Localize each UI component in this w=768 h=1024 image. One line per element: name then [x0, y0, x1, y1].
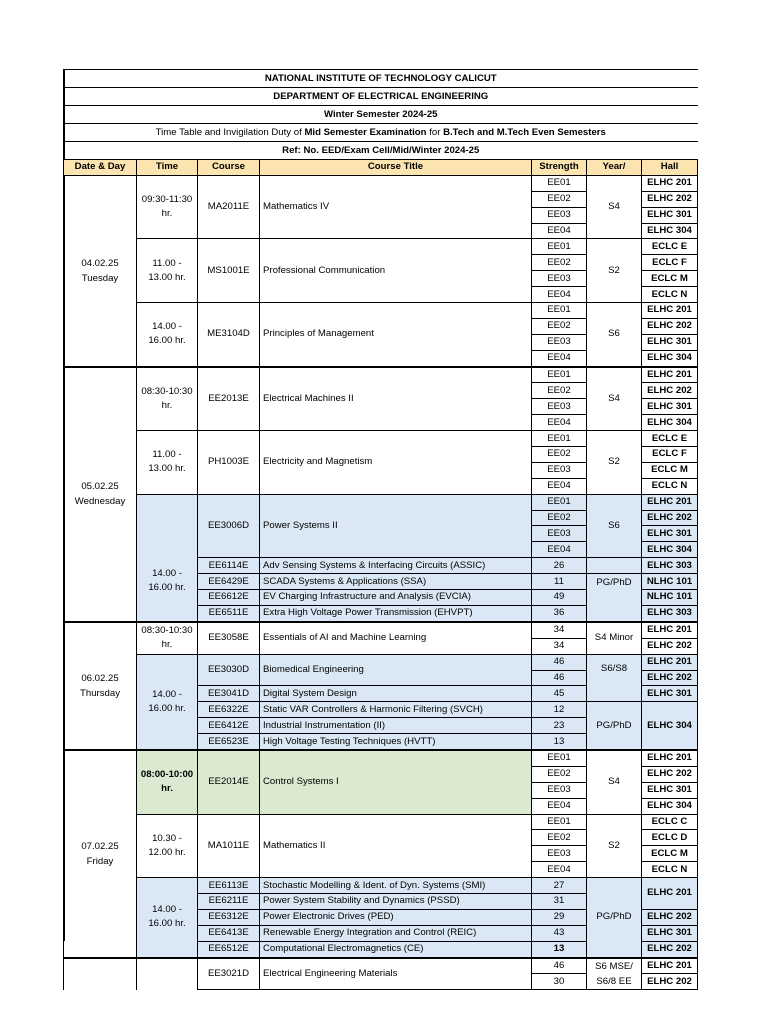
strength-cell: EE02 — [532, 447, 587, 463]
hall-cell: ELHC 301 — [642, 925, 698, 941]
course-title: Electricity and Magnetism — [260, 431, 532, 495]
course-code: ME3104D — [198, 303, 260, 367]
year-cell: S4 Minor — [587, 622, 642, 654]
course-code: EE6312E — [198, 909, 260, 925]
strength-cell: EE01 — [532, 494, 587, 510]
strength-cell: EE04 — [532, 287, 587, 303]
strength-cell: EE02 — [532, 766, 587, 782]
hall-cell: ELHC 304 — [642, 542, 698, 558]
year-cell: S4 — [587, 175, 642, 239]
strength-cell: EE02 — [532, 191, 587, 207]
hall-cell: ELHC 304 — [642, 702, 698, 750]
course-title: Mathematics IV — [260, 175, 532, 239]
col-hall: Hall — [642, 160, 698, 176]
strength-cell: 31 — [532, 893, 587, 909]
hall-cell: ECLC C — [642, 814, 698, 830]
strength-cell: EE04 — [532, 862, 587, 878]
course-code: EE6322E — [198, 702, 260, 718]
strength-cell: 29 — [532, 909, 587, 925]
hall-cell: ELHC 201 — [642, 654, 698, 670]
strength-cell: EE03 — [532, 846, 587, 862]
table-row — [64, 878, 698, 894]
hall-cell: ECLC E — [642, 431, 698, 447]
hall-cell: ECLC M — [642, 846, 698, 862]
course-title: Power Electronic Drives (PED) — [260, 909, 532, 925]
year-cell: S6 — [587, 303, 642, 367]
strength-cell: EE02 — [532, 383, 587, 399]
strength-cell: EE04 — [532, 798, 587, 814]
hall-cell: ECLC M — [642, 462, 698, 478]
weekday: Tuesday — [81, 272, 119, 284]
strength-cell: 23 — [532, 718, 587, 734]
time-cell-empty — [137, 958, 198, 990]
hall-cell: NLHC 101 — [642, 590, 698, 606]
strength-cell: EE01 — [532, 814, 587, 830]
hall-cell: ELHC 301 — [642, 334, 698, 350]
year-cell: S2 — [587, 431, 642, 495]
table-row — [64, 654, 698, 670]
col-strength: Strength — [532, 160, 587, 176]
date-cell — [64, 750, 137, 958]
strength-cell: 12 — [532, 702, 587, 718]
hall-cell: ELHC 202 — [642, 638, 698, 654]
time-cell: 09:30-11:30 hr. — [137, 175, 198, 239]
column-header-row — [64, 160, 698, 176]
semester-title: Winter Semester 2024-25 — [64, 106, 698, 124]
time-cell: 11.00 - 13.00 hr. — [137, 239, 198, 303]
hall-cell: ELHC 301 — [642, 686, 698, 702]
course-title: Digital System Design — [260, 686, 532, 702]
strength-cell: EE04 — [532, 542, 587, 558]
course-title: Electrical Engineering Materials — [260, 958, 532, 990]
strength-cell: EE04 — [532, 350, 587, 366]
hall-cell: ELHC 301 — [642, 399, 698, 415]
strength-cell: EE04 — [532, 223, 587, 239]
hall-cell: ELHC 201 — [642, 622, 698, 638]
reference-number: Ref: No. EED/Exam Cell/Mid/Winter 2024-25 — [64, 142, 698, 160]
table-row — [64, 239, 698, 255]
institute-title: NATIONAL INSTITUTE OF TECHNOLOGY CALICUT — [64, 70, 698, 88]
strength-cell: EE02 — [532, 510, 587, 526]
strength-cell: 46 — [532, 958, 587, 974]
date: 06.02.25 — [81, 672, 119, 684]
strength-cell: EE04 — [532, 415, 587, 431]
col-year: Year/ — [587, 160, 642, 176]
strength-cell: EE01 — [532, 367, 587, 383]
course-code: PH1003E — [198, 431, 260, 495]
date: 04.02.25 — [81, 257, 119, 269]
course-code: MA1011E — [198, 814, 260, 878]
weekday: Wednesday — [74, 496, 126, 508]
course-code: EE2013E — [198, 367, 260, 431]
course-title: Industrial Instrumentation (II) — [260, 718, 532, 734]
course-code: EE6511E — [198, 605, 260, 621]
hall-cell: ELHC 301 — [642, 526, 698, 542]
strength-cell: EE03 — [532, 782, 587, 798]
strength-cell: 46 — [532, 670, 587, 686]
time-cell: 08:30-10:30 hr. — [137, 622, 198, 654]
table-row — [64, 750, 698, 766]
col-course: Course — [198, 160, 260, 176]
hall-cell: ELHC 303 — [642, 605, 698, 621]
subtitle-text-2: for — [426, 126, 444, 138]
hall-cell: ELHC 201 — [642, 175, 698, 191]
hall-cell: ELHC 202 — [642, 383, 698, 399]
strength-cell: EE01 — [532, 750, 587, 766]
course-code: EE2014E — [198, 750, 260, 814]
strength-cell: 43 — [532, 925, 587, 941]
course-title: Renewable Energy Integration and Control (REIC) — [260, 925, 532, 941]
strength-cell: 46 — [532, 654, 587, 670]
year-cell: S2 — [587, 814, 642, 878]
table-row — [64, 958, 698, 974]
course-code: EE6612E — [198, 590, 260, 606]
hall-cell: ELHC 304 — [642, 798, 698, 814]
hall-cell: ELHC 201 — [642, 303, 698, 319]
strength-cell: EE01 — [532, 239, 587, 255]
date-cell — [64, 175, 137, 366]
time-cell: 10.30 - 12.00 hr. — [137, 814, 198, 878]
strength-cell: EE03 — [532, 526, 587, 542]
year-cell: S6/S8 — [587, 654, 642, 702]
course-title: Professional Communication — [260, 239, 532, 303]
time-cell: 08:30-10:30 hr. — [137, 367, 198, 431]
strength-cell: EE01 — [532, 431, 587, 447]
hall-cell: ELHC 202 — [642, 941, 698, 957]
strength-cell: EE03 — [532, 334, 587, 350]
hall-cell: ELHC 202 — [642, 909, 698, 925]
course-title: Electrical Machines II — [260, 367, 532, 431]
course-title: Essentials of AI and Machine Learning — [260, 622, 532, 654]
hall-cell: ECLC M — [642, 271, 698, 287]
strength-cell: 26 — [532, 558, 587, 574]
course-code: EE6413E — [198, 925, 260, 941]
course-title: Computational Electromagnetics (CE) — [260, 941, 532, 957]
time-cell: 14.00 - 16.00 hr. — [137, 878, 198, 958]
strength-cell: EE03 — [532, 271, 587, 287]
hall-cell: ELHC 303 — [642, 558, 698, 574]
hall-cell: ECLC F — [642, 447, 698, 463]
date-cell-empty — [64, 958, 137, 990]
year-cell: S4 — [587, 750, 642, 814]
department-title: DEPARTMENT OF ELECTRICAL ENGINEERING — [64, 88, 698, 106]
date-cell — [64, 622, 137, 750]
course-title: Power Systems II — [260, 494, 532, 558]
weekday: Friday — [86, 855, 114, 867]
strength-cell: 13 — [532, 941, 587, 957]
timetable-sheet — [63, 69, 697, 990]
course-title: Biomedical Engineering — [260, 654, 532, 686]
strength-cell: 45 — [532, 686, 587, 702]
course-code: EE3058E — [198, 622, 260, 654]
time-cell: 14.00 - 16.00 hr. — [137, 654, 198, 750]
time-cell: 14.00 - 16.00 hr. — [137, 494, 198, 622]
strength-cell: 27 — [532, 878, 587, 894]
strength-cell: EE02 — [532, 318, 587, 334]
strength-cell: EE02 — [532, 255, 587, 271]
weekday: Thursday — [80, 687, 120, 699]
table-row — [64, 367, 698, 383]
course-title: Adv Sensing Systems & Interfacing Circuits (ASSIC) — [260, 558, 532, 574]
strength-cell: 36 — [532, 605, 587, 621]
year-cell: PG/PhD — [587, 878, 642, 958]
date-cell — [64, 367, 137, 622]
course-title: High Voltage Testing Techniques (HVTT) — [260, 734, 532, 750]
table-row — [64, 431, 698, 447]
strength-cell: EE03 — [532, 462, 587, 478]
hall-cell: ELHC 202 — [642, 318, 698, 334]
hall-cell: ELHC 304 — [642, 350, 698, 366]
year-cell: S6 MSE/ S6/8 EE — [587, 958, 642, 990]
year-cell: PG/PhD — [587, 702, 642, 750]
hall-cell: ELHC 201 — [642, 367, 698, 383]
col-date-day: Date & Day — [64, 160, 137, 176]
course-code: EE6114E — [198, 558, 260, 574]
course-code: MS1001E — [198, 239, 260, 303]
course-code: EE3021D — [198, 958, 260, 990]
hall-cell: ELHC 304 — [642, 223, 698, 239]
strength-cell: 34 — [532, 622, 587, 638]
date: 05.02.25 — [81, 481, 119, 493]
table-row — [64, 622, 698, 638]
course-title: Static VAR Controllers & Harmonic Filtering (SVCH) — [260, 702, 532, 718]
subtitle-exam: Mid Semester Examination — [304, 126, 427, 138]
course-code: EE3030D — [198, 654, 260, 686]
strength-cell: EE03 — [532, 207, 587, 223]
hall-cell: ELHC 301 — [642, 782, 698, 798]
hall-cell: ECLC E — [642, 239, 698, 255]
strength-cell: EE04 — [532, 478, 587, 494]
course-code: EE3041D — [198, 686, 260, 702]
year-cell: S6 — [587, 494, 642, 558]
hall-cell: ELHC 201 — [642, 750, 698, 766]
hall-cell: ECLC F — [642, 255, 698, 271]
course-code: EE6429E — [198, 574, 260, 590]
course-code: EE3006D — [198, 494, 260, 558]
hall-cell: ELHC 201 — [642, 958, 698, 974]
strength-cell: EE03 — [532, 399, 587, 415]
hall-cell: ECLC N — [642, 478, 698, 494]
hall-cell: ECLC N — [642, 287, 698, 303]
hall-cell: ELHC 304 — [642, 415, 698, 431]
hall-cell: ELHC 301 — [642, 207, 698, 223]
strength-cell: EE01 — [532, 175, 587, 191]
course-code: EE6412E — [198, 718, 260, 734]
strength-cell: 49 — [532, 590, 587, 606]
time-cell: 08:00-10:00 hr. — [137, 750, 198, 814]
course-title: EV Charging Infrastructure and Analysis (EVCIA) — [260, 590, 532, 606]
exam-subtitle — [64, 124, 698, 142]
year-cell-empty — [587, 558, 642, 574]
subtitle-programs: B.Tech and M.Tech Even Semesters — [443, 126, 606, 138]
course-code: EE6512E — [198, 941, 260, 957]
course-title: Principles of Management — [260, 303, 532, 367]
col-time: Time — [137, 160, 198, 176]
table-row — [64, 175, 698, 191]
hall-cell: ECLC N — [642, 862, 698, 878]
hall-cell: ECLC D — [642, 830, 698, 846]
table-row — [64, 814, 698, 830]
course-title: Stochastic Modelling & Ident. of Dyn. Systems (SMI) — [260, 878, 532, 894]
strength-cell: 13 — [532, 734, 587, 750]
year-cell: S2 — [587, 239, 642, 303]
subtitle-text-1: Time Table and Invigilation Duty of — [155, 126, 305, 138]
year-cell: S4 — [587, 367, 642, 431]
time-cell: 11.00 - 13.00 hr. — [137, 431, 198, 495]
strength-cell: 11 — [532, 574, 587, 590]
year-cell: PG/PhD — [587, 574, 642, 622]
time-cell: 14.00 - 16.00 hr. — [137, 303, 198, 367]
date: 07.02.25 — [81, 840, 119, 852]
hall-cell: ELHC 202 — [642, 670, 698, 686]
table-row — [64, 494, 698, 510]
hall-cell: ELHC 201 — [642, 494, 698, 510]
strength-cell: EE02 — [532, 830, 587, 846]
col-course-title: Course Title — [260, 160, 532, 176]
strength-cell: EE01 — [532, 303, 587, 319]
course-title: Mathematics II — [260, 814, 532, 878]
hall-cell: ELHC 202 — [642, 974, 698, 990]
hall-cell: ELHC 202 — [642, 766, 698, 782]
hall-cell: NLHC 101 — [642, 574, 698, 590]
course-title: Control Systems I — [260, 750, 532, 814]
table-row — [64, 303, 698, 319]
strength-cell: 30 — [532, 974, 587, 990]
timetable — [63, 69, 698, 990]
course-code: EE6523E — [198, 734, 260, 750]
hall-cell: ELHC 201 — [642, 878, 698, 910]
course-code: EE6113E — [198, 878, 260, 894]
strength-cell: 34 — [532, 638, 587, 654]
course-title: Extra High Voltage Power Transmission (EHVPT) — [260, 605, 532, 621]
hall-cell: ELHC 202 — [642, 510, 698, 526]
course-code: EE6211E — [198, 893, 260, 909]
course-title: SCADA Systems & Applications (SSA) — [260, 574, 532, 590]
course-title: Power System Stability and Dynamics (PSSD) — [260, 893, 532, 909]
course-code: MA2011E — [198, 175, 260, 239]
hall-cell: ELHC 202 — [642, 191, 698, 207]
